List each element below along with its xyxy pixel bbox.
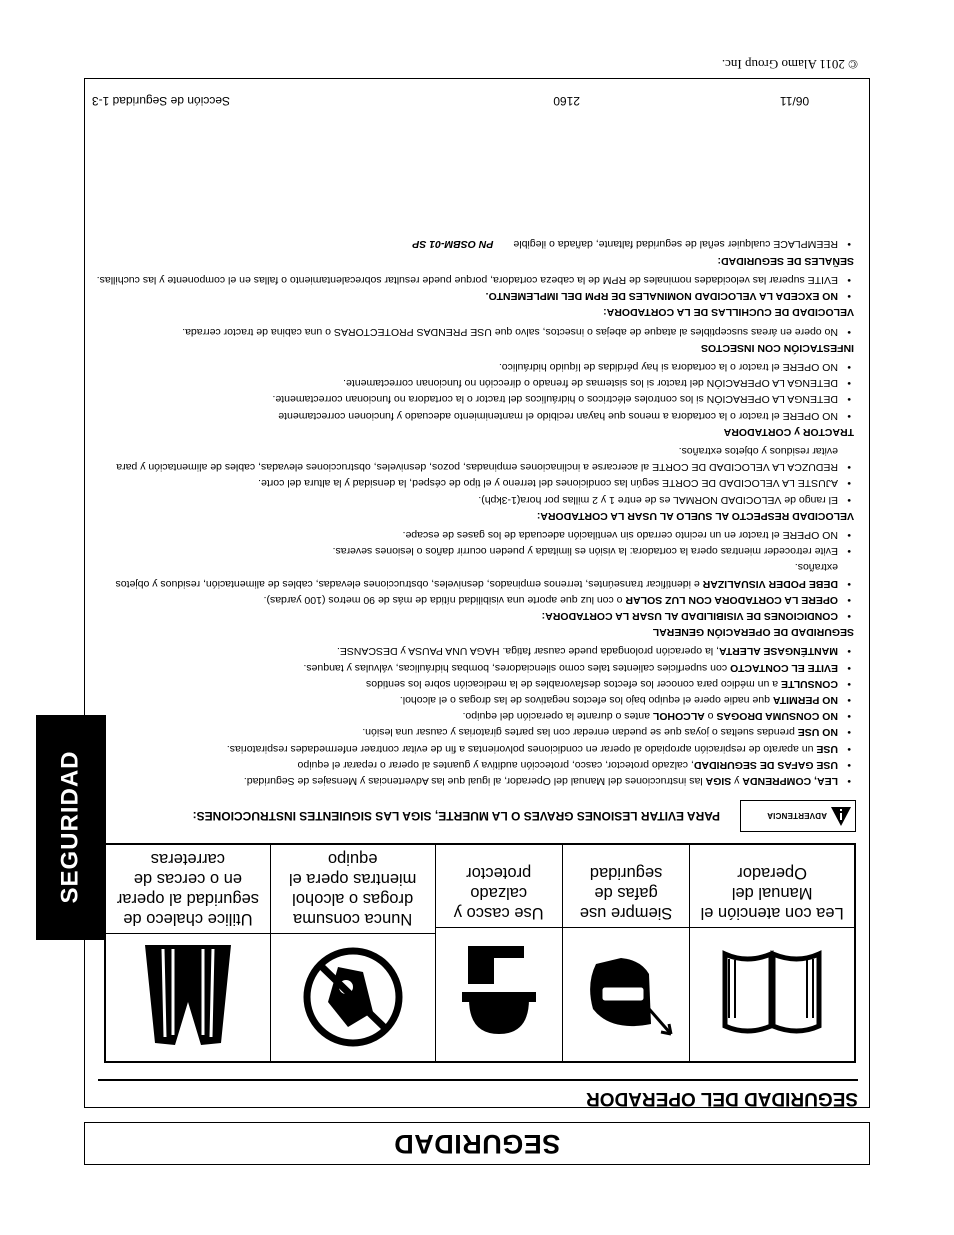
list-item: • REEMPLACE cualquier señal de seguridad faltante, dañada o ilegiblePN OSBM-01 SP (96, 236, 854, 252)
pictogram-text: Nunca consuma drogas o alcohol mientras opera el equipo (288, 850, 417, 928)
list-item: • NO EXCEDA LA VELOCIDAD NOMINALES DE RPM DEL IMPLEMENTO. (96, 288, 854, 304)
warning-heading: PARA EVITAR LESIONES GRAVES O LA MUERTE, SIGA LAS SIGUIENTES INSTRUCCIONES: (192, 809, 720, 823)
pictogram-manual (690, 845, 854, 1061)
list-item: • USE GAFAS DE SEGURIDAD, calzado protector, casco, protección auditiva y guantes al operar o reparar el equipo (96, 757, 854, 773)
part-number: PN OSBM-01 SP (412, 238, 494, 251)
list-item: • LEA, COMPRENDA y SIGA las instrucciones del Manual del Operador, al igual que las Advertencias y Mensajes de Seguridad. (96, 773, 854, 789)
list-item: • MANTÉNGASE ALERTA, la operación prolongada puede causar fatiga. HAGA UNA PAUSA y DESCANSE. (96, 643, 854, 659)
section-heading: TRACTOR y CORTADORA (723, 425, 854, 438)
section-heading: SEGURIDAD DE OPERACIÓN GENERAL (652, 626, 854, 639)
warning-row (96, 800, 856, 832)
list-item: • AJUSTE LA VELOCIDAD DE CORTE según las condiciones del terreno y el tipo de césped, la densidad y la altura del corte. (96, 475, 854, 491)
section-heading: • CONDICIONES DE VISIBILIDAD AL USAR LA CORTADORA: (96, 608, 854, 624)
copyright: © 2011 Alamo Group Inc. (721, 57, 858, 72)
footer-date: 06/11 (780, 94, 810, 108)
warning-badge-label: ADVERTENCIA (767, 811, 827, 821)
list-item: • NO CONSUMA DROGAS o ALCOHOL antes o durante la operación del equipo. (96, 708, 854, 724)
pictogram-panel (104, 843, 856, 1063)
pictogram-text: Lea con atención el Manual del Operador (700, 864, 844, 922)
list-item: • OPERE LA CORTADORA CON LUZ SOLAR o con luz que aporte una visibilidad nítida de más de 90 metros (100 yardas). (96, 592, 854, 608)
section-heading: VELOCIDAD RESPECTO AL SUELO AL USAR LA CORTADORA: (536, 509, 854, 522)
section-page: Sección de Seguridad 1-3 (91, 94, 230, 108)
safety-glasses-icon (571, 935, 681, 1055)
warning-badge (740, 800, 856, 832)
safety-vest-icon (133, 938, 243, 1058)
list-item: • DETENGA LA OPERACIÓN del tractor si los sistemas de frenado o dirección no funcionan correctamente. (96, 375, 854, 391)
list-item: • El rango de VELOCIDAD NORMAL es de entre 1 y 2 millas por hora(1-3kph). (96, 491, 854, 507)
list-item: • USE un aparato de respiración apropiado al operar en condiciones polvorientas a fin de evitar contraer enfermedades respiratorias. (96, 740, 854, 756)
section-heading: VELOCIDAD DE CUCHILLAS DE LA CORTADORA: (603, 306, 854, 319)
warning-triangle-icon (830, 805, 852, 827)
pictogram-text: Siempre use gafas de seguridad (579, 864, 673, 922)
section-heading: SEÑALES DE SEGURIDAD: (717, 254, 854, 267)
helmet-boot-icon (444, 935, 554, 1055)
list-item: • EVITE superar las velocidades nominales de RPM de la cabeza cortadora, porque puede resultar sobrecalentamiento o fallas en el componente y las cuchillas. (96, 272, 854, 288)
list-item: • NO OPERE el tractor en un recinto cerrado sin ventilación adecuada de los gases de escape. (96, 527, 854, 543)
list-item: • Evite retroceder mientras opera la cortadora: la visión es limitada y pueden ocurrir daños o lesiones severas. (96, 543, 854, 559)
list-item: • EVITE EL CONTACTO con superficies calientes tales como silenciadores, bombas hidráulicas, válvulas y tanques. (96, 659, 854, 675)
pictogram-text: Use casco y calzado protector (453, 864, 544, 922)
section-heading: INFESTACIÓN CON INSECTOS (700, 341, 854, 354)
section-banner: SEGURIDAD (84, 1122, 870, 1165)
pictogram-glasses (563, 845, 690, 1061)
list-item: • CONSULTE a un médico para conocer los efectos desfavorables de la medicación sobre los sentidos (96, 676, 854, 692)
doc-code: 2160 (553, 94, 580, 108)
no-drugs-icon (298, 938, 408, 1058)
side-tab-label: SEGURIDAD (56, 750, 84, 905)
list-item: • DETENGA LA OPERACIÓN si los controles eléctricos o hidráulicos del tractor o la cortadora no funcionan correctamente. (96, 391, 854, 407)
pictogram-vest (106, 845, 271, 1061)
pictogram-text: Utilice chaleco de seguridad al operar en o cercas de carreteras (116, 850, 259, 928)
list-item: • REDUZCA LA VELOCIDAD DE CORTE al acercarse a inclinaciones empinadas, pozos, desniveles, obstrucciones elevadas, cables de alimentación y para evitar residuos y objetos extraños. (96, 443, 854, 475)
book-icon (717, 935, 827, 1055)
page-title: SEGURIDAD DEL OPERADOR (98, 1079, 858, 1109)
list-item: • No opere en áreas susceptibles al ataque de abejas o insectos, salvo que USE PRENDAS PROTECTORAS o una cabina de tractor cerrada. (96, 323, 854, 339)
list-item: • NO USE prendas sueltas o joyas que se puedan enredar con las partes giratorias y causar una lesión. (96, 724, 854, 740)
list-item: • DEBE PODER VISUALIZAR e identificar transeúntes, terrenos empinados, desniveles, obstrucciones elevadas, cables de alimentación, residuos y objetos extraños. (96, 559, 854, 591)
pictogram-helmet (436, 845, 563, 1061)
list-item: • NO OPERE el tractor o la cortadora si hay pérdidas de líquido hidráulico. (96, 359, 854, 375)
list-item: • NO PERMITA que nadie opere el equipo bajo los efectos negativos de las drogas o el alcohol. (96, 692, 854, 708)
pictogram-no-drugs (271, 845, 436, 1061)
list-item: • NO OPERE el tractor o la cortadora a menos que hayan recibido el mantenimiento adecuado y funcionen correctamente (96, 407, 854, 423)
safety-instructions (96, 236, 854, 789)
